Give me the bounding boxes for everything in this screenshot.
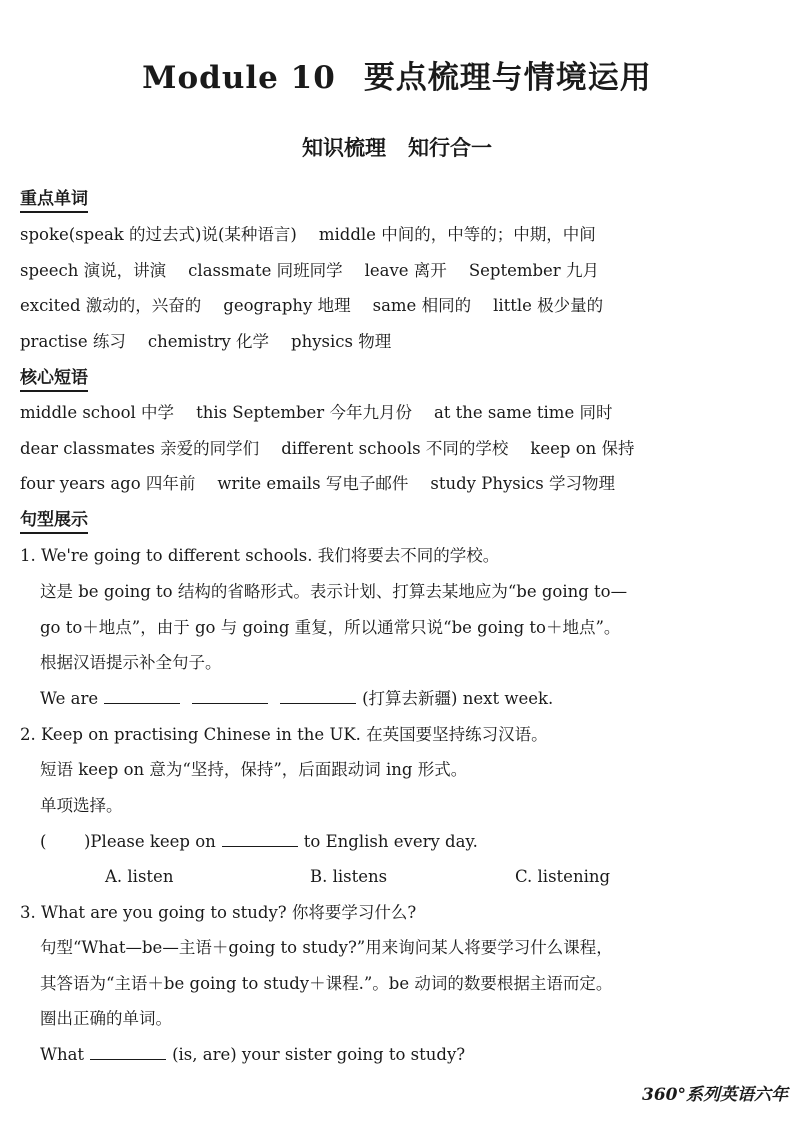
vocab-row bbox=[20, 224, 596, 246]
subtitle-left: 知识梳理 bbox=[302, 136, 386, 160]
pattern-1-sentence: 1. We're going to different schools. 我们将要去不同的学校。 bbox=[20, 546, 500, 565]
answer-blank[interactable] bbox=[90, 1045, 166, 1060]
subtitle-right: 知行合一 bbox=[408, 136, 492, 160]
page-subtitle bbox=[0, 132, 794, 162]
module-label: Module 10 bbox=[142, 60, 336, 96]
question-text: to English every day. bbox=[303, 832, 478, 851]
phrase-row bbox=[20, 438, 635, 460]
vocab-row bbox=[20, 295, 603, 317]
vocab-item: classmate 同班同学 bbox=[188, 261, 343, 280]
pattern-1-task: 根据汉语提示补全句子。 bbox=[40, 653, 222, 672]
answer-blank[interactable] bbox=[222, 832, 298, 847]
pattern-1-note: go to＋地点”，由于 go 与 going 重复，所以通常只说“be going to＋地点”。 bbox=[40, 618, 621, 637]
exercise-text: (is, are) your sister going to study? bbox=[172, 1045, 466, 1064]
pattern-2-options bbox=[105, 866, 610, 888]
option-a[interactable]: A. listen bbox=[105, 867, 174, 886]
section-heading-phrases: 核心短语 bbox=[20, 367, 88, 392]
vocab-item: spoke(speak 的过去式)说(某种语言) bbox=[20, 225, 297, 244]
pattern-3-exercise bbox=[40, 1044, 465, 1066]
phrase-item: dear classmates 亲爱的同学们 bbox=[20, 439, 260, 458]
pattern-3-note: 其答语为“主语＋be going to study＋课程.”。be 动词的数要根据主语而定。 bbox=[40, 974, 613, 993]
phrase-item: at the same time 同时 bbox=[433, 403, 613, 422]
vocab-item: excited 激动的，兴奋的 bbox=[20, 296, 202, 315]
question-text: )Please keep on bbox=[84, 832, 216, 851]
vocab-row bbox=[20, 331, 391, 353]
pattern-2-note: 短语 keep on 意为“坚持，保持”，后面跟动词 ing 形式。 bbox=[40, 760, 468, 779]
phrase-item: this September 今年九月份 bbox=[196, 403, 412, 422]
pattern-1-exercise bbox=[40, 688, 553, 710]
topic-label: 要点梳理与情境运用 bbox=[363, 60, 652, 96]
phrase-item: middle school 中学 bbox=[20, 403, 175, 422]
pattern-2-sentence: 2. Keep on practising Chinese in the UK. 在英国要坚持练习汉语。 bbox=[20, 725, 548, 744]
phrase-item: write emails 写电子邮件 bbox=[217, 474, 409, 493]
pattern-3-sentence: 3. What are you going to study? 你将要学习什么? bbox=[20, 903, 417, 922]
vocab-row bbox=[20, 260, 599, 282]
exercise-text: (打算去新疆) next week. bbox=[362, 689, 554, 708]
page-title bbox=[0, 52, 794, 97]
answer-blank[interactable] bbox=[192, 689, 268, 704]
vocab-item: geography 地理 bbox=[223, 296, 351, 315]
answer-blank[interactable] bbox=[280, 689, 356, 704]
section-heading-patterns: 句型展示 bbox=[20, 509, 88, 534]
exercise-text: We are bbox=[40, 689, 99, 708]
pattern-1-note: 这是 be going to 结构的省略形式。表示计划、打算去某地应为“be going to— bbox=[40, 582, 628, 601]
pattern-2-question bbox=[40, 831, 478, 853]
paren-open: ( bbox=[40, 832, 47, 851]
section-heading-vocab: 重点单词 bbox=[20, 188, 88, 213]
phrase-item: four years ago 四年前 bbox=[20, 474, 196, 493]
vocab-item: physics 物理 bbox=[291, 332, 392, 351]
vocab-item: leave 离开 bbox=[364, 261, 447, 280]
pattern-3-note: 句型“What—be—主语＋going to study?”用来询问某人将要学习什么课程， bbox=[40, 938, 613, 957]
phrase-item: different schools 不同的学校 bbox=[281, 439, 509, 458]
option-c[interactable]: C. listening bbox=[515, 867, 611, 886]
page-footer: 360°系列英语六年 bbox=[642, 1085, 788, 1105]
phrase-item: keep on 保持 bbox=[530, 439, 635, 458]
pattern-3-task: 圈出正确的单词。 bbox=[40, 1009, 172, 1028]
vocab-item: middle 中间的，中等的；中期，中间 bbox=[318, 225, 596, 244]
answer-blank[interactable] bbox=[104, 689, 180, 704]
phrase-row bbox=[20, 402, 612, 424]
vocab-item: same 相同的 bbox=[372, 296, 472, 315]
vocab-item: practise 练习 bbox=[20, 332, 126, 351]
vocab-item: September 九月 bbox=[468, 261, 599, 280]
phrase-item: study Physics 学习物理 bbox=[430, 474, 615, 493]
vocab-item: little 极少量的 bbox=[493, 296, 604, 315]
phrase-row bbox=[20, 473, 615, 495]
exercise-text: What bbox=[40, 1045, 85, 1064]
pattern-2-task: 单项选择。 bbox=[40, 796, 123, 815]
vocab-item: chemistry 化学 bbox=[147, 332, 270, 351]
option-b[interactable]: B. listens bbox=[310, 867, 388, 886]
vocab-item: speech 演说，讲演 bbox=[20, 261, 167, 280]
answer-paren[interactable] bbox=[40, 831, 84, 853]
